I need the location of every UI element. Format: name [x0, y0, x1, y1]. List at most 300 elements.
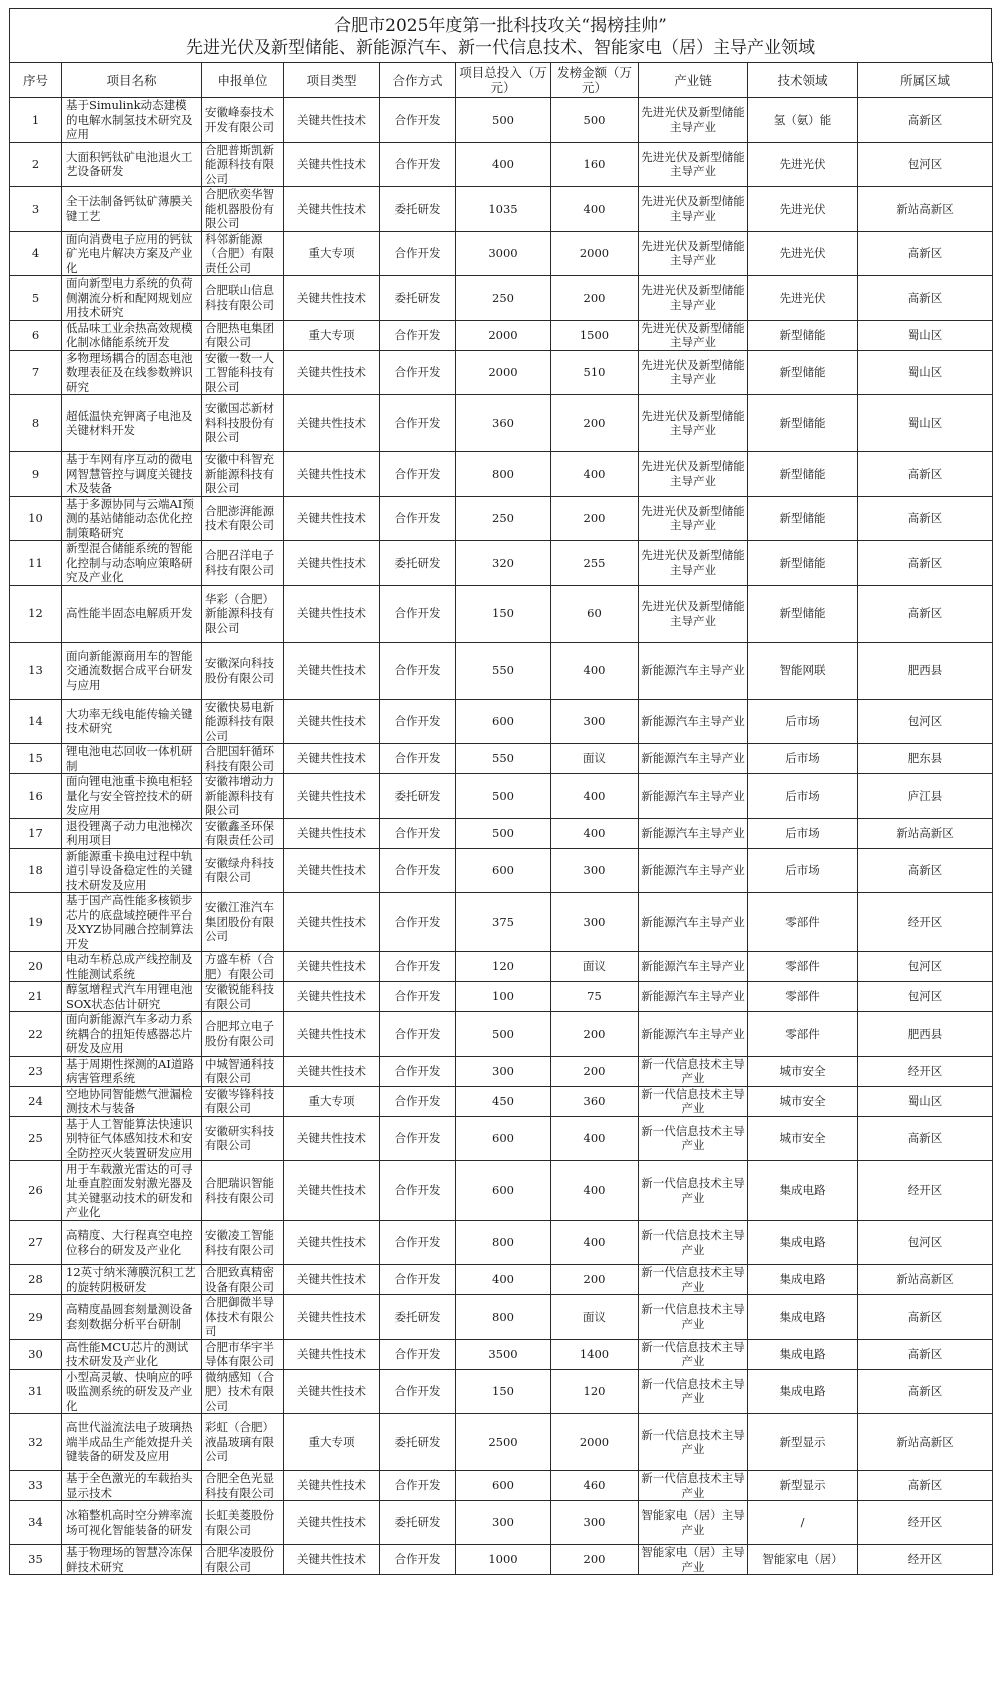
table-row: [10, 452, 993, 497]
cell-total-investment: 120: [456, 952, 551, 982]
cell-applicant: 合肥召洋电子科技有限公司: [202, 541, 284, 586]
cell-project-name: 基于人工智能算法快速识别特征气体感知技术和安全防控灭火装置研发应用: [62, 1116, 202, 1161]
cell-row-index: 32: [10, 1414, 62, 1471]
cell-total-investment: 300: [456, 1056, 551, 1086]
cell-district: 蜀山区: [858, 395, 993, 452]
cell-bounty-amount: 300: [551, 848, 639, 893]
cell-tech-field: 先进光伏: [748, 142, 858, 187]
cell-tech-field: 后市场: [748, 699, 858, 744]
cell-project-name: 基于Simulink动态建模的电解水制氢技术研究及应用: [62, 98, 202, 143]
cell-industry-chain: 新一代信息技术主导产业: [639, 1414, 748, 1471]
cell-row-index: 11: [10, 541, 62, 586]
cell-row-index: 23: [10, 1056, 62, 1086]
cell-row-index: 27: [10, 1221, 62, 1265]
spreadsheet: [9, 8, 992, 1575]
cell-tech-field: /: [748, 1501, 858, 1545]
cell-district: 高新区: [858, 1471, 993, 1501]
cell-tech-field: 后市场: [748, 774, 858, 819]
header-applicant: 申报单位: [202, 63, 284, 98]
cell-project-name: 高精度、大行程真空电控位移台的研发及产业化: [62, 1221, 202, 1265]
cell-industry-chain: 新能源汽车主导产业: [639, 848, 748, 893]
cell-industry-chain: 先进光伏及新型储能主导产业: [639, 276, 748, 321]
cell-project-type: 关键共性技术: [284, 276, 380, 321]
cell-district: 高新区: [858, 276, 993, 321]
cell-total-investment: 2000: [456, 350, 551, 395]
cell-project-type: 关键共性技术: [284, 893, 380, 952]
cell-row-index: 24: [10, 1086, 62, 1116]
cell-applicant: 安徽快易电新能源科技有限公司: [202, 699, 284, 744]
cell-project-type: 重大专项: [284, 320, 380, 350]
cell-applicant: 合肥邦立电子股份有限公司: [202, 1012, 284, 1057]
cell-project-name: 退役锂离子动力电池梯次利用项目: [62, 818, 202, 848]
table-row: [10, 541, 993, 586]
cell-tech-field: 集成电路: [748, 1369, 858, 1414]
cell-project-name: 低品味工业余热高效规模化制冰储能系统开发: [62, 320, 202, 350]
cell-project-name: 超低温快充钾离子电池及关键材料开发: [62, 395, 202, 452]
cell-row-index: 34: [10, 1501, 62, 1545]
cell-project-name: 基于周期性探测的AI道路病害管理系统: [62, 1056, 202, 1086]
cell-bounty-amount: 400: [551, 774, 639, 819]
cell-row-index: 10: [10, 496, 62, 541]
cell-row-index: 16: [10, 774, 62, 819]
cell-total-investment: 360: [456, 395, 551, 452]
cell-industry-chain: 新一代信息技术主导产业: [639, 1295, 748, 1340]
cell-industry-chain: 新一代信息技术主导产业: [639, 1161, 748, 1221]
cell-industry-chain: 新一代信息技术主导产业: [639, 1221, 748, 1265]
cell-tech-field: 集成电路: [748, 1295, 858, 1340]
cell-cooperation-mode: 合作开发: [380, 1161, 456, 1221]
cell-cooperation-mode: 委托研发: [380, 1501, 456, 1545]
cell-project-type: 关键共性技术: [284, 642, 380, 699]
cell-row-index: 17: [10, 818, 62, 848]
cell-project-name: 全干法制备钙钛矿薄膜关键工艺: [62, 187, 202, 232]
cell-project-type: 关键共性技术: [284, 350, 380, 395]
cell-total-investment: 100: [456, 982, 551, 1012]
cell-bounty-amount: 255: [551, 541, 639, 586]
cell-tech-field: 集成电路: [748, 1339, 858, 1369]
cell-bounty-amount: 360: [551, 1086, 639, 1116]
cell-tech-field: 氢（氨）能: [748, 98, 858, 143]
table-row: [10, 496, 993, 541]
cell-project-type: 关键共性技术: [284, 1265, 380, 1295]
cell-cooperation-mode: 合作开发: [380, 1265, 456, 1295]
cell-district: 高新区: [858, 848, 993, 893]
cell-industry-chain: 先进光伏及新型储能主导产业: [639, 395, 748, 452]
table-row: [10, 1501, 993, 1545]
cell-applicant: 安徽绿舟科技有限公司: [202, 848, 284, 893]
cell-cooperation-mode: 合作开发: [380, 585, 456, 642]
cell-row-index: 14: [10, 699, 62, 744]
cell-project-type: 关键共性技术: [284, 541, 380, 586]
table-row: [10, 1221, 993, 1265]
cell-applicant: 合肥御微半导体技术有限公司: [202, 1295, 284, 1340]
cell-district: 包河区: [858, 982, 993, 1012]
cell-project-name: 大功率无线电能传输关键技术研究: [62, 699, 202, 744]
cell-cooperation-mode: 合作开发: [380, 1339, 456, 1369]
cell-cooperation-mode: 合作开发: [380, 142, 456, 187]
cell-row-index: 12: [10, 585, 62, 642]
cell-project-name: 新能源重卡换电过程中轨道引导设备稳定性的关键技术研发及应用: [62, 848, 202, 893]
cell-applicant: 合肥热电集团有限公司: [202, 320, 284, 350]
cell-row-index: 18: [10, 848, 62, 893]
cell-project-name: 大面积钙钛矿电池退火工艺设备研发: [62, 142, 202, 187]
cell-district: 蜀山区: [858, 1086, 993, 1116]
cell-row-index: 30: [10, 1339, 62, 1369]
cell-applicant: 合肥普斯凯新能源科技有限公司: [202, 142, 284, 187]
cell-cooperation-mode: 合作开发: [380, 452, 456, 497]
cell-applicant: 方盛车桥（合肥）有限公司: [202, 952, 284, 982]
cell-total-investment: 250: [456, 496, 551, 541]
cell-project-type: 关键共性技术: [284, 818, 380, 848]
cell-applicant: 安徽中科智充新能源科技有限公司: [202, 452, 284, 497]
cell-industry-chain: 先进光伏及新型储能主导产业: [639, 231, 748, 276]
cell-applicant: 长虹美菱股份有限公司: [202, 1501, 284, 1545]
cell-industry-chain: 新一代信息技术主导产业: [639, 1339, 748, 1369]
cell-district: 高新区: [858, 1339, 993, 1369]
cell-tech-field: 新型显示: [748, 1414, 858, 1471]
cell-district: 肥西县: [858, 1012, 993, 1057]
cell-applicant: 安徽研实科技有限公司: [202, 1116, 284, 1161]
header-project-type: 项目类型: [284, 63, 380, 98]
cell-tech-field: 新型储能: [748, 395, 858, 452]
cell-project-type: 重大专项: [284, 231, 380, 276]
cell-industry-chain: 新一代信息技术主导产业: [639, 1056, 748, 1086]
cell-district: 包河区: [858, 142, 993, 187]
cell-bounty-amount: 510: [551, 350, 639, 395]
cell-applicant: 微纳感知（合肥）技术有限公司: [202, 1369, 284, 1414]
table-row: [10, 1012, 993, 1057]
cell-total-investment: 320: [456, 541, 551, 586]
cell-district: 高新区: [858, 1369, 993, 1414]
header-row: [10, 63, 993, 98]
cell-total-investment: 550: [456, 642, 551, 699]
cell-applicant: 科邻新能源（合肥）有限责任公司: [202, 231, 284, 276]
cell-total-investment: 375: [456, 893, 551, 952]
cell-project-type: 关键共性技术: [284, 1161, 380, 1221]
cell-tech-field: 新型储能: [748, 320, 858, 350]
cell-industry-chain: 新能源汽车主导产业: [639, 744, 748, 774]
cell-applicant: 安徽锐能科技有限公司: [202, 982, 284, 1012]
cell-bounty-amount: 60: [551, 585, 639, 642]
cell-tech-field: 零部件: [748, 982, 858, 1012]
cell-row-index: 20: [10, 952, 62, 982]
cell-district: 高新区: [858, 585, 993, 642]
cell-project-name: 面向锂电池重卡换电柜轻量化与安全管控技术的研发应用: [62, 774, 202, 819]
cell-bounty-amount: 500: [551, 98, 639, 143]
cell-bounty-amount: 160: [551, 142, 639, 187]
header-district: 所属区域: [858, 63, 993, 98]
cell-industry-chain: 新能源汽车主导产业: [639, 699, 748, 744]
cell-bounty-amount: 2000: [551, 1414, 639, 1471]
cell-total-investment: 450: [456, 1086, 551, 1116]
cell-bounty-amount: 200: [551, 1265, 639, 1295]
cell-district: 高新区: [858, 496, 993, 541]
header-bounty-amount: 发榜金额（万元）: [551, 63, 639, 98]
cell-applicant: 安徽峰泰技术开发有限公司: [202, 98, 284, 143]
cell-cooperation-mode: 委托研发: [380, 774, 456, 819]
cell-bounty-amount: 面议: [551, 952, 639, 982]
cell-project-name: 基于全色激光的车载抬头显示技术: [62, 1471, 202, 1501]
cell-total-investment: 2500: [456, 1414, 551, 1471]
cell-district: 庐江县: [858, 774, 993, 819]
cell-row-index: 28: [10, 1265, 62, 1295]
cell-district: 肥东县: [858, 744, 993, 774]
cell-project-type: 关键共性技术: [284, 952, 380, 982]
cell-cooperation-mode: 合作开发: [380, 1545, 456, 1575]
cell-industry-chain: 新一代信息技术主导产业: [639, 1471, 748, 1501]
table-row: [10, 231, 993, 276]
cell-total-investment: 250: [456, 276, 551, 321]
cell-total-investment: 500: [456, 1012, 551, 1057]
cell-project-name: 小型高灵敏、快响应的呼吸监测系统的研发及产业化: [62, 1369, 202, 1414]
cell-total-investment: 300: [456, 1501, 551, 1545]
cell-row-index: 9: [10, 452, 62, 497]
table-row: [10, 276, 993, 321]
cell-district: 蜀山区: [858, 350, 993, 395]
cell-tech-field: 先进光伏: [748, 276, 858, 321]
project-table: [9, 62, 993, 1575]
cell-bounty-amount: 面议: [551, 744, 639, 774]
cell-bounty-amount: 200: [551, 276, 639, 321]
cell-project-name: 面向新能源汽车多动力系统耦合的扭矩传感器芯片研发及应用: [62, 1012, 202, 1057]
cell-project-type: 关键共性技术: [284, 1056, 380, 1086]
cell-project-name: 面向新型电力系统的负荷侧潮流分析和配网规划应用技术研究: [62, 276, 202, 321]
cell-row-index: 1: [10, 98, 62, 143]
table-row: [10, 1471, 993, 1501]
cell-total-investment: 600: [456, 1471, 551, 1501]
cell-industry-chain: 新一代信息技术主导产业: [639, 1116, 748, 1161]
cell-cooperation-mode: 合作开发: [380, 98, 456, 143]
cell-applicant: 安徽岑锋科技有限公司: [202, 1086, 284, 1116]
cell-project-type: 关键共性技术: [284, 1369, 380, 1414]
cell-industry-chain: 先进光伏及新型储能主导产业: [639, 452, 748, 497]
cell-project-type: 关键共性技术: [284, 1545, 380, 1575]
table-row: [10, 187, 993, 232]
cell-project-name: 基于多源协同与云端AI预测的基站储能动态优化控制策略研究: [62, 496, 202, 541]
cell-total-investment: 400: [456, 142, 551, 187]
cell-applicant: 合肥全色光显科技有限公司: [202, 1471, 284, 1501]
table-row: [10, 893, 993, 952]
cell-total-investment: 500: [456, 818, 551, 848]
cell-industry-chain: 新能源汽车主导产业: [639, 893, 748, 952]
table-row: [10, 642, 993, 699]
cell-bounty-amount: 面议: [551, 1295, 639, 1340]
cell-industry-chain: 先进光伏及新型储能主导产业: [639, 496, 748, 541]
cell-tech-field: 智能网联: [748, 642, 858, 699]
table-row: [10, 848, 993, 893]
cell-row-index: 35: [10, 1545, 62, 1575]
document-title: 合肥市2025年度第一批科技攻关“揭榜挂帅”: [334, 16, 667, 36]
cell-bounty-amount: 460: [551, 1471, 639, 1501]
cell-bounty-amount: 300: [551, 1501, 639, 1545]
cell-project-name: 冰箱整机高时空分辨率流场可视化智能装备的研发: [62, 1501, 202, 1545]
cell-total-investment: 3500: [456, 1339, 551, 1369]
cell-district: 经开区: [858, 893, 993, 952]
cell-district: 包河区: [858, 952, 993, 982]
cell-total-investment: 600: [456, 1161, 551, 1221]
header-industry-chain: 产业链: [639, 63, 748, 98]
cell-bounty-amount: 200: [551, 496, 639, 541]
cell-applicant: 安徽鑫圣环保有限责任公司: [202, 818, 284, 848]
cell-cooperation-mode: 合作开发: [380, 699, 456, 744]
cell-project-type: 关键共性技术: [284, 142, 380, 187]
cell-district: 高新区: [858, 1116, 993, 1161]
cell-project-type: 关键共性技术: [284, 1012, 380, 1057]
cell-total-investment: 800: [456, 1295, 551, 1340]
cell-total-investment: 550: [456, 744, 551, 774]
cell-tech-field: 集成电路: [748, 1221, 858, 1265]
table-row: [10, 395, 993, 452]
cell-bounty-amount: 200: [551, 1012, 639, 1057]
cell-cooperation-mode: 合作开发: [380, 1012, 456, 1057]
cell-district: 蜀山区: [858, 320, 993, 350]
header-project-name: 项目名称: [62, 63, 202, 98]
cell-cooperation-mode: 合作开发: [380, 848, 456, 893]
cell-project-type: 关键共性技术: [284, 395, 380, 452]
cell-project-name: 空地协同智能燃气泄漏检测技术与装备: [62, 1086, 202, 1116]
cell-applicant: 安徽国芯新材料科技股份有限公司: [202, 395, 284, 452]
header-total-investment: 项目总投入（万元）: [456, 63, 551, 98]
cell-industry-chain: 新一代信息技术主导产业: [639, 1265, 748, 1295]
cell-total-investment: 800: [456, 452, 551, 497]
cell-project-type: 关键共性技术: [284, 1501, 380, 1545]
cell-row-index: 33: [10, 1471, 62, 1501]
cell-cooperation-mode: 合作开发: [380, 496, 456, 541]
cell-total-investment: 600: [456, 1116, 551, 1161]
header-cooperation-mode: 合作方式: [380, 63, 456, 98]
cell-tech-field: 城市安全: [748, 1116, 858, 1161]
cell-cooperation-mode: 委托研发: [380, 1295, 456, 1340]
cell-row-index: 7: [10, 350, 62, 395]
cell-row-index: 19: [10, 893, 62, 952]
cell-project-type: 关键共性技术: [284, 848, 380, 893]
table-row: [10, 98, 993, 143]
cell-project-type: 关键共性技术: [284, 585, 380, 642]
cell-tech-field: 城市安全: [748, 1086, 858, 1116]
cell-bounty-amount: 400: [551, 818, 639, 848]
cell-tech-field: 后市场: [748, 818, 858, 848]
cell-project-name: 醇氢增程式汽车用锂电池SOX状态估计研究: [62, 982, 202, 1012]
cell-row-index: 3: [10, 187, 62, 232]
cell-bounty-amount: 400: [551, 452, 639, 497]
cell-project-name: 基于物理场的智慧冷冻保鲜技术研究: [62, 1545, 202, 1575]
cell-industry-chain: 新能源汽车主导产业: [639, 1012, 748, 1057]
table-row: [10, 1056, 993, 1086]
table-row: [10, 1369, 993, 1414]
cell-cooperation-mode: 合作开发: [380, 818, 456, 848]
table-row: [10, 982, 993, 1012]
cell-industry-chain: 新能源汽车主导产业: [639, 818, 748, 848]
cell-bounty-amount: 1400: [551, 1339, 639, 1369]
table-row: [10, 952, 993, 982]
cell-district: 高新区: [858, 452, 993, 497]
cell-industry-chain: 先进光伏及新型储能主导产业: [639, 585, 748, 642]
cell-industry-chain: 先进光伏及新型储能主导产业: [639, 350, 748, 395]
cell-cooperation-mode: 合作开发: [380, 1056, 456, 1086]
cell-tech-field: 新型显示: [748, 1471, 858, 1501]
cell-industry-chain: 先进光伏及新型储能主导产业: [639, 142, 748, 187]
cell-project-type: 关键共性技术: [284, 452, 380, 497]
cell-project-type: 重大专项: [284, 1414, 380, 1471]
cell-industry-chain: 先进光伏及新型储能主导产业: [639, 320, 748, 350]
cell-bounty-amount: 300: [551, 893, 639, 952]
cell-tech-field: 集成电路: [748, 1161, 858, 1221]
cell-bounty-amount: 75: [551, 982, 639, 1012]
cell-bounty-amount: 400: [551, 187, 639, 232]
cell-total-investment: 1000: [456, 1545, 551, 1575]
cell-row-index: 21: [10, 982, 62, 1012]
cell-project-type: 关键共性技术: [284, 1221, 380, 1265]
cell-row-index: 29: [10, 1295, 62, 1340]
cell-district: 新站高新区: [858, 818, 993, 848]
cell-cooperation-mode: 合作开发: [380, 1116, 456, 1161]
cell-district: 包河区: [858, 1221, 993, 1265]
table-row: [10, 1545, 993, 1575]
header-tech-field: 技术领域: [748, 63, 858, 98]
table-row: [10, 585, 993, 642]
cell-industry-chain: 先进光伏及新型储能主导产业: [639, 187, 748, 232]
cell-applicant: 安徽祎增动力新能源科技有限公司: [202, 774, 284, 819]
cell-total-investment: 500: [456, 774, 551, 819]
title-box: [9, 8, 992, 62]
cell-applicant: 安徽深向科技股份有限公司: [202, 642, 284, 699]
cell-project-type: 关键共性技术: [284, 1471, 380, 1501]
cell-row-index: 25: [10, 1116, 62, 1161]
cell-project-type: 关键共性技术: [284, 1116, 380, 1161]
cell-bounty-amount: 400: [551, 1161, 639, 1221]
cell-district: 新站高新区: [858, 1265, 993, 1295]
cell-bounty-amount: 1500: [551, 320, 639, 350]
table-row: [10, 1116, 993, 1161]
cell-cooperation-mode: 合作开发: [380, 231, 456, 276]
cell-industry-chain: 新能源汽车主导产业: [639, 642, 748, 699]
cell-project-type: 关键共性技术: [284, 187, 380, 232]
cell-project-name: 多物理场耦合的固态电池数理表征及在线参数辨识研究: [62, 350, 202, 395]
table-row: [10, 699, 993, 744]
cell-project-type: 关键共性技术: [284, 1339, 380, 1369]
cell-applicant: 合肥欣奕华智能机器股份有限公司: [202, 187, 284, 232]
table-row: [10, 1265, 993, 1295]
cell-project-name: 高性能MCU芯片的测试技术研发及产业化: [62, 1339, 202, 1369]
table-row: [10, 1295, 993, 1340]
header-index: 序号: [10, 63, 62, 98]
cell-tech-field: 先进光伏: [748, 187, 858, 232]
cell-bounty-amount: 400: [551, 642, 639, 699]
cell-project-name: 高精度晶圆套刻量测设备套刻数据分析平台研制: [62, 1295, 202, 1340]
table-row: [10, 320, 993, 350]
cell-tech-field: 新型储能: [748, 350, 858, 395]
cell-row-index: 6: [10, 320, 62, 350]
cell-bounty-amount: 200: [551, 395, 639, 452]
cell-total-investment: 600: [456, 848, 551, 893]
cell-bounty-amount: 400: [551, 1221, 639, 1265]
cell-total-investment: 150: [456, 585, 551, 642]
cell-tech-field: 新型储能: [748, 452, 858, 497]
cell-cooperation-mode: 合作开发: [380, 893, 456, 952]
cell-project-name: 高世代溢流法电子玻璃热端半成品生产能效提升关键装备的研发及应用: [62, 1414, 202, 1471]
cell-total-investment: 1035: [456, 187, 551, 232]
cell-district: 高新区: [858, 98, 993, 143]
cell-cooperation-mode: 委托研发: [380, 276, 456, 321]
cell-cooperation-mode: 合作开发: [380, 1221, 456, 1265]
cell-applicant: 安徽江淮汽车集团股份有限公司: [202, 893, 284, 952]
cell-district: 经开区: [858, 1501, 993, 1545]
cell-cooperation-mode: 合作开发: [380, 1471, 456, 1501]
cell-row-index: 15: [10, 744, 62, 774]
cell-project-type: 重大专项: [284, 1086, 380, 1116]
cell-industry-chain: 先进光伏及新型储能主导产业: [639, 98, 748, 143]
cell-project-name: 新型混合储能系统的智能化控制与动态响应策略研究及产业化: [62, 541, 202, 586]
